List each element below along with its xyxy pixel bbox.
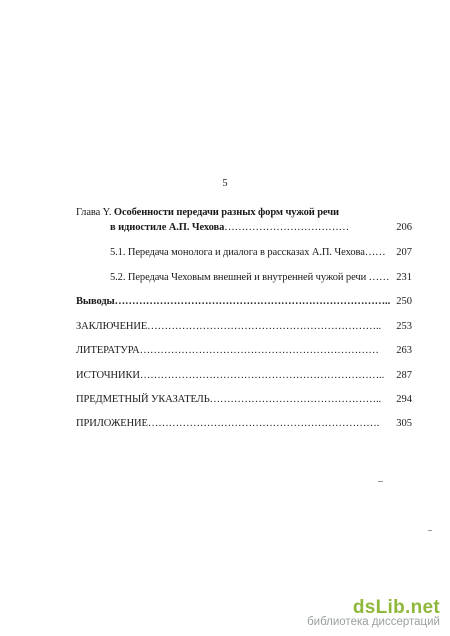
toc-entry-literature: ЛИТЕРАТУРА…………………………………………………………… bbox=[76, 345, 379, 356]
toc-entry-sources: ИСТОЧНИКИ…………………………………………………………….. bbox=[76, 370, 385, 381]
chapter-heading-line1 bbox=[76, 207, 339, 218]
chapter-page: 206 bbox=[396, 222, 412, 233]
chapter-title-line1: Особенности передачи разных форм чужой речи bbox=[113, 207, 340, 218]
toc-page-5-1: 207 bbox=[396, 247, 412, 258]
toc-entry-conclusion: ЗАКЛЮЧЕНИЕ………………………………………………………….. bbox=[76, 321, 382, 332]
toc-entry-conclusions: Выводы…………………………………………………………………….. bbox=[76, 296, 391, 307]
dslib-subtitle: библиотека диссертаций bbox=[307, 616, 440, 628]
toc-entry-5-1: 5.1. Передача монолога и диалога в рассказах А.П. Чехова…… bbox=[110, 247, 386, 258]
dslib-watermark bbox=[307, 597, 440, 628]
chapter-leader: ……………………………… bbox=[224, 222, 350, 233]
chapter-title-line2: в идиостиле А.П. Чехова bbox=[110, 222, 225, 233]
toc-page-appendix: 305 bbox=[396, 418, 412, 429]
page-number: 5 bbox=[222, 178, 228, 189]
toc-page-conclusion: 253 bbox=[396, 321, 412, 332]
toc-entry-appendix: ПРИЛОЖЕНИЕ…………………………………………………………. bbox=[76, 418, 380, 429]
toc-page-conclusions: 250 bbox=[396, 296, 412, 307]
toc-page-sources: 287 bbox=[396, 370, 412, 381]
toc-page-literature: 263 bbox=[396, 345, 412, 356]
dslib-logo: dsLib.net bbox=[352, 597, 440, 618]
chapter-heading-line2 bbox=[110, 222, 349, 233]
scan-mark bbox=[378, 481, 383, 482]
toc-page-subject-index: 294 bbox=[396, 394, 412, 405]
toc-entry-subject-index: ПРЕДМЕТНЫЙ УКАЗАТЕЛЬ………………………………………….. bbox=[76, 394, 382, 405]
toc-page-5-2: 231 bbox=[396, 272, 412, 283]
chapter-prefix: Глава Y. bbox=[76, 207, 112, 218]
toc-entry-5-2: 5.2. Передача Чеховым внешней и внутренней чужой речи …… bbox=[110, 272, 390, 283]
scan-mark bbox=[428, 530, 432, 531]
